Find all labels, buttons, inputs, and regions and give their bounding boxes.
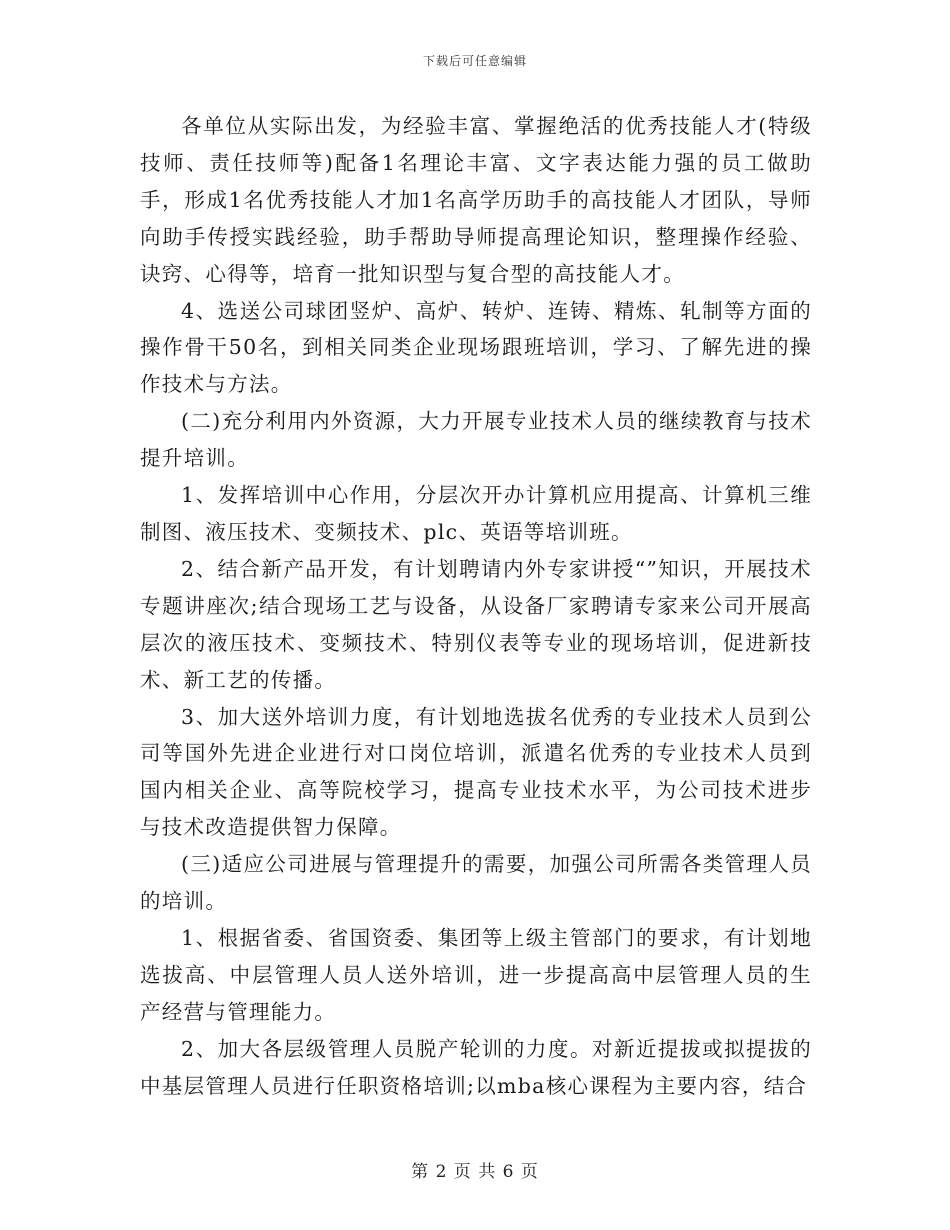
paragraph: 4、选送公司球团竖炉、高炉、转炉、连铸、精炼、轧制等方面的操作骨干50名，到相关同类企业现场跟班培训，学习、了解先进的操作技术与方法。 bbox=[140, 298, 812, 397]
paragraph: 各单位从实际出发，为经验丰富、掌握绝活的优秀技能人才(特级技师、责任技师等)配备1名理论丰富、文字表达能力强的员工做助手，形成1名优秀技能人才加1名高学历助手的高技能人才团队，导师向助手传授实践经验，助手帮助导师提高理论知识，整理操作经验、诀窍、心得等，培育一批知识型与复合型的高技能人才。 bbox=[140, 114, 812, 286]
page-number-footer: 第 2 页 共 6 页 bbox=[411, 1162, 539, 1182]
paragraph: 1、根据省委、省国资委、集团等上级主管部门的要求，有计划地选拔高、中层管理人员人送外培训，进一步提高高中层管理人员的生产经营与管理能力。 bbox=[140, 925, 812, 1024]
paragraph: 2、结合新产品开发，有计划聘请内外专家讲授“”知识，开展技术专题讲座次;结合现场工艺与设备，从设备厂家聘请专家来公司开展高层次的液压技术、变频技术、特别仪表等专业的现场培训，促进新技术、新工艺的传播。 bbox=[140, 556, 812, 692]
paragraph: (二)充分利用内外资源，大力开展专业技术人员的继续教育与技术提升培训。 bbox=[140, 409, 812, 471]
paragraph: 2、加大各层级管理人员脱产轮训的力度。对新近提拔或拟提拔的中基层管理人员进行任职资格培训;以mba核心课程为主要内容，结合 bbox=[140, 1036, 812, 1098]
paragraph: 1、发挥培训中心作用，分层次开办计算机应用提高、计算机三维制图、液压技术、变频技术、plc、英语等培训班。 bbox=[140, 483, 812, 544]
paragraph: (三)适应公司进展与管理提升的需要，加强公司所需各类管理人员的培训。 bbox=[140, 852, 812, 914]
body-content bbox=[140, 108, 812, 1104]
paragraph: 3、加大送外培训力度，有计划地选拔名优秀的专业技术人员到公司等国外先进企业进行对口岗位培训，派遣名优秀的专业技术人员到国内相关企业、高等院校学习，提高专业技术水平，为公司技术进步与技术改造提供智力保障。 bbox=[140, 704, 812, 840]
page-header: 下载后可任意编辑 bbox=[422, 54, 527, 68]
